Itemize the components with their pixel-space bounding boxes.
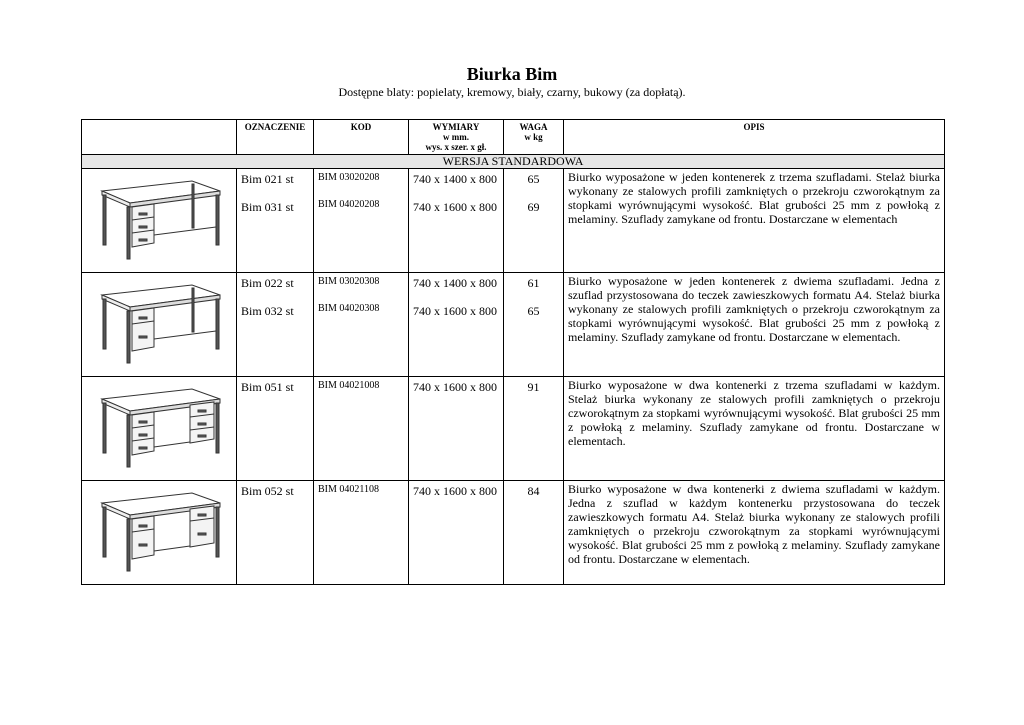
table-row	[82, 169, 945, 273]
desk-illustration	[82, 481, 237, 581]
product-code: Bim 051 st	[241, 380, 294, 394]
desk-image-3	[82, 377, 237, 481]
header-waga-line2: w kg	[524, 132, 543, 142]
product-description: Biurko wyposażone w jeden kontenerek z dwiema szufladami. Jedna z szuflad przystosowana do teczek zawieszkowych formatu A4. Stelaż biurka wykonany ze stalowych profili zamkniętych o przekroju czworokątnym za stopkami wyrównującymi wysokość. Blat grubości 25 mm z powłoką z melaminy. Szuflady zamykane od frontu. Dostarczane w elementach.	[564, 273, 945, 377]
product-dimensions: 740 x 1600 x 800	[413, 484, 497, 498]
header-wymiary-line3: wys. x szer. x gł.	[425, 142, 487, 152]
product-weight: 69	[527, 200, 540, 214]
desk-illustration	[82, 273, 237, 373]
table-header-row	[82, 120, 945, 155]
header-waga-line1: WAGA	[519, 122, 548, 132]
product-table	[81, 119, 945, 585]
desk-illustration	[82, 377, 237, 477]
table-row	[82, 481, 945, 585]
product-weight: 61	[527, 276, 540, 290]
desk-illustration	[82, 169, 237, 269]
product-kod: BIM 04020208	[318, 199, 380, 210]
product-weight: 65	[527, 304, 540, 318]
product-dimensions: 740 x 1600 x 800	[413, 380, 497, 394]
product-kod: BIM 04020308	[318, 303, 380, 314]
section-label: WERSJA STANDARDOWA	[82, 155, 945, 169]
header-kod: KOD	[314, 120, 409, 155]
desk-image-4	[82, 481, 237, 585]
page-subtitle: Dostępne blaty: popielaty, kremowy, biały, czarny, bukowy (za dopłatą).	[338, 85, 686, 99]
product-description: Biurko wyposażone w jeden kontenerek z trzema szufladami. Stelaż biurka wykonany ze stalowych profili zamkniętych o przekroju czworokątnym za stopkami wyrównującymi wysokość. Blat grubości 25 mm z powłoką z melaminy. Szuflady zamykane od frontu. Dostarczane w elementach	[564, 169, 945, 273]
product-code: Bim 032 st	[241, 304, 294, 318]
product-dimensions: 740 x 1600 x 800	[413, 200, 497, 214]
product-description: Biurko wyposażone w dwa kontenerki z dwiema szufladami w każdym. Jedna z szuflad w każdym kontenerku przystosowana do teczek zawieszkowych formatu A4. Stelaż biurka wykonany ze stalowych profili zamkniętych o przekroju czworokątnym za stopkami wyrównującymi wysokość. Blat grubości 25 mm z powłoką z melaminy. Szuflady zamykane od frontu. Dostarczane w elementach.	[564, 481, 945, 585]
header-waga	[504, 120, 564, 155]
table-row	[82, 273, 945, 377]
product-weight: 65	[527, 172, 540, 186]
table-row	[82, 377, 945, 481]
header-wymiary	[409, 120, 504, 155]
header-oznaczenie: OZNACZENIE	[237, 120, 314, 155]
product-dimensions: 740 x 1400 x 800	[413, 172, 497, 186]
product-code: Bim 021 st	[241, 172, 294, 186]
header-opis: OPIS	[564, 120, 945, 155]
product-weight: 84	[527, 484, 540, 498]
product-dimensions: 740 x 1400 x 800	[413, 276, 497, 290]
product-code: Bim 052 st	[241, 484, 294, 498]
product-dimensions: 740 x 1600 x 800	[413, 304, 497, 318]
product-kod: BIM 04021108	[318, 484, 380, 495]
desk-image-1	[82, 169, 237, 273]
desk-image-2	[82, 273, 237, 377]
section-row	[82, 155, 945, 169]
product-kod: BIM 03020308	[318, 276, 380, 287]
header-wymiary-line2: w mm.	[443, 132, 469, 142]
product-code: Bim 031 st	[241, 200, 294, 214]
header-image	[82, 120, 237, 155]
product-kod: BIM 03020208	[318, 172, 380, 183]
product-description: Biurko wyposażone w dwa kontenerki z trzema szufladami w każdym. Stelaż biurka wykonany ze stalowych profili zamkniętych o przekroju czworokątnym za stopkami wyrównującymi wysokość. Blat grubości 25 mm z powłoką z melaminy. Szuflady zamykane od frontu. Dostarczane w elementach.	[564, 377, 945, 481]
product-kod: BIM 04021008	[318, 380, 380, 391]
product-code: Bim 022 st	[241, 276, 294, 290]
header-wymiary-line1: WYMIARY	[432, 122, 480, 132]
page-title: Biurka Bim	[466, 64, 558, 84]
product-weight: 91	[527, 380, 540, 394]
